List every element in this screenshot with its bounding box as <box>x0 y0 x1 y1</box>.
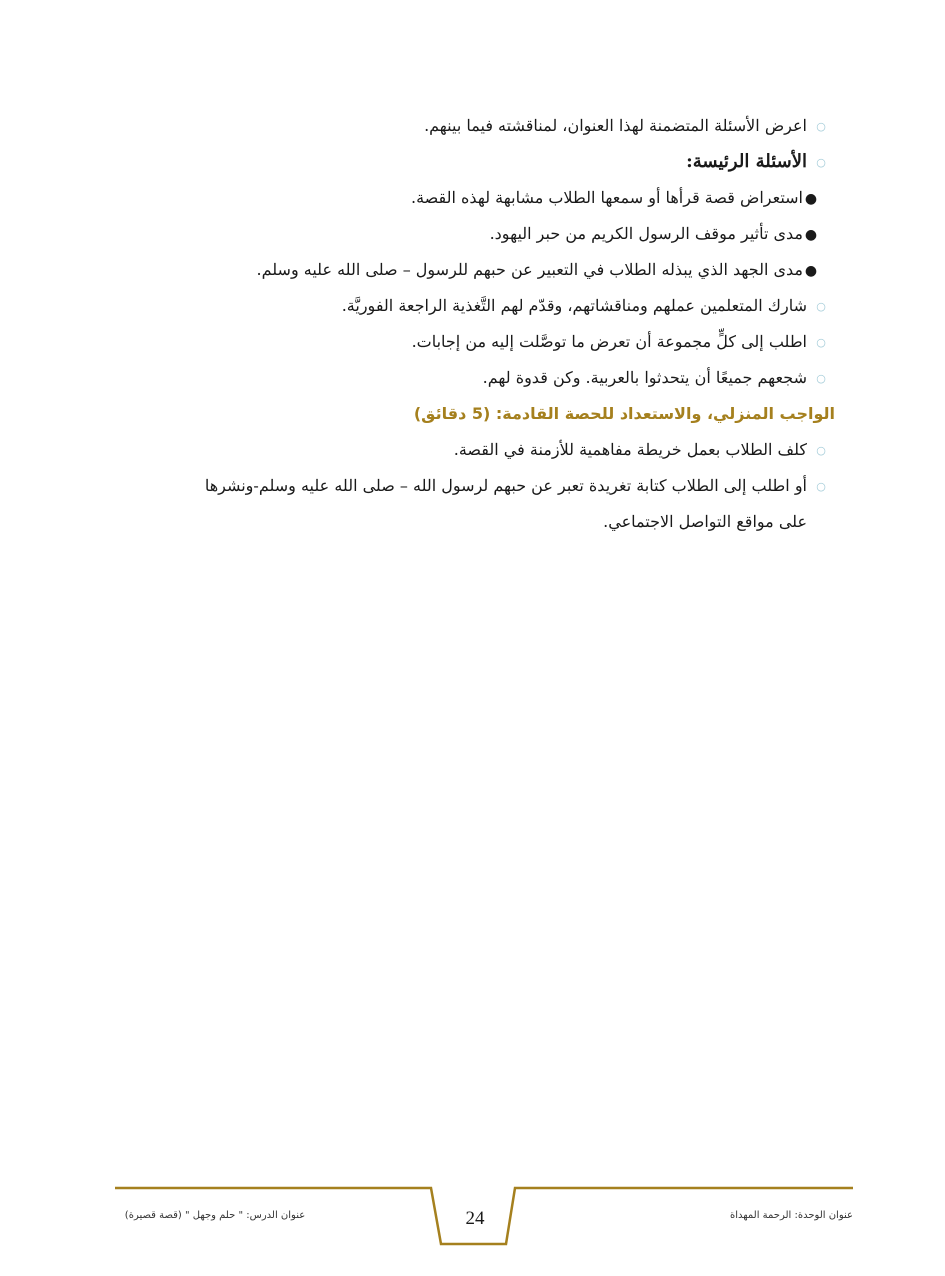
circle-bullet-icon: ○ <box>816 119 826 133</box>
page-footer <box>115 1186 853 1246</box>
sub-list-item: ●مدى تأثير موقف الرسول الكريم من حبر اليهود. <box>100 216 835 252</box>
dot-bullet-icon: ● <box>804 191 818 207</box>
lesson-content <box>100 108 835 540</box>
circle-bullet-icon: ○ <box>816 155 826 169</box>
list-item: ○أو اطلب إلى الطلاب كتابة تغريدة تعبر عن حبهم لرسول الله – صلى الله عليه وسلم-ونشرها <box>100 468 835 504</box>
unit-title: عنوان الوحدة: الرحمة المهداة <box>730 1210 853 1221</box>
lesson-title: عنوان الدرس: " حلم وجهل " (قصة قصيرة) <box>124 1210 306 1221</box>
dot-bullet-icon: ● <box>804 227 818 243</box>
circle-bullet-icon: ○ <box>816 479 826 493</box>
list-item: ○اعرض الأسئلة المتضمنة لهذا العنوان، لمناقشته فيما بينهم. <box>100 108 835 144</box>
page-number: 24 <box>465 1208 485 1229</box>
list-item: ○الأسئلة الرئيسة: <box>100 144 835 180</box>
homework-heading: الواجب المنزلي، والاستعداد للحصة القادمة: (5 دقائق) <box>413 404 835 423</box>
list-item-continuation: على مواقع التواصل الاجتماعي. <box>603 512 807 531</box>
sub-list-item: ●استعراض قصة قرأها أو سمعها الطلاب مشابهة لهذه القصة. <box>100 180 835 216</box>
sub-list-item: ●مدى الجهد الذي يبذله الطلاب في التعبير عن حبهم للرسول – صلى الله عليه وسلم. <box>100 252 835 288</box>
list-item: ○كلف الطلاب بعمل خريطة مفاهمية للأزمنة في القصة. <box>100 432 835 468</box>
list-item: ○اطلب إلى كلٍّ مجموعة أن تعرض ما توصَّلت إليه من إجابات. <box>100 324 835 360</box>
dot-bullet-icon: ● <box>804 263 818 279</box>
circle-bullet-icon: ○ <box>816 299 826 313</box>
list-item: ○شارك المتعلمين عملهم ومناقشاتهم، وقدّم لهم التَّغذية الراجعة الفوريَّة. <box>100 288 835 324</box>
circle-bullet-icon: ○ <box>816 335 826 349</box>
list-item: ○شجعهم جميعًا أن يتحدثوا بالعربية. وكن قدوة لهم. <box>100 360 835 396</box>
circle-bullet-icon: ○ <box>816 371 826 385</box>
circle-bullet-icon: ○ <box>816 443 826 457</box>
